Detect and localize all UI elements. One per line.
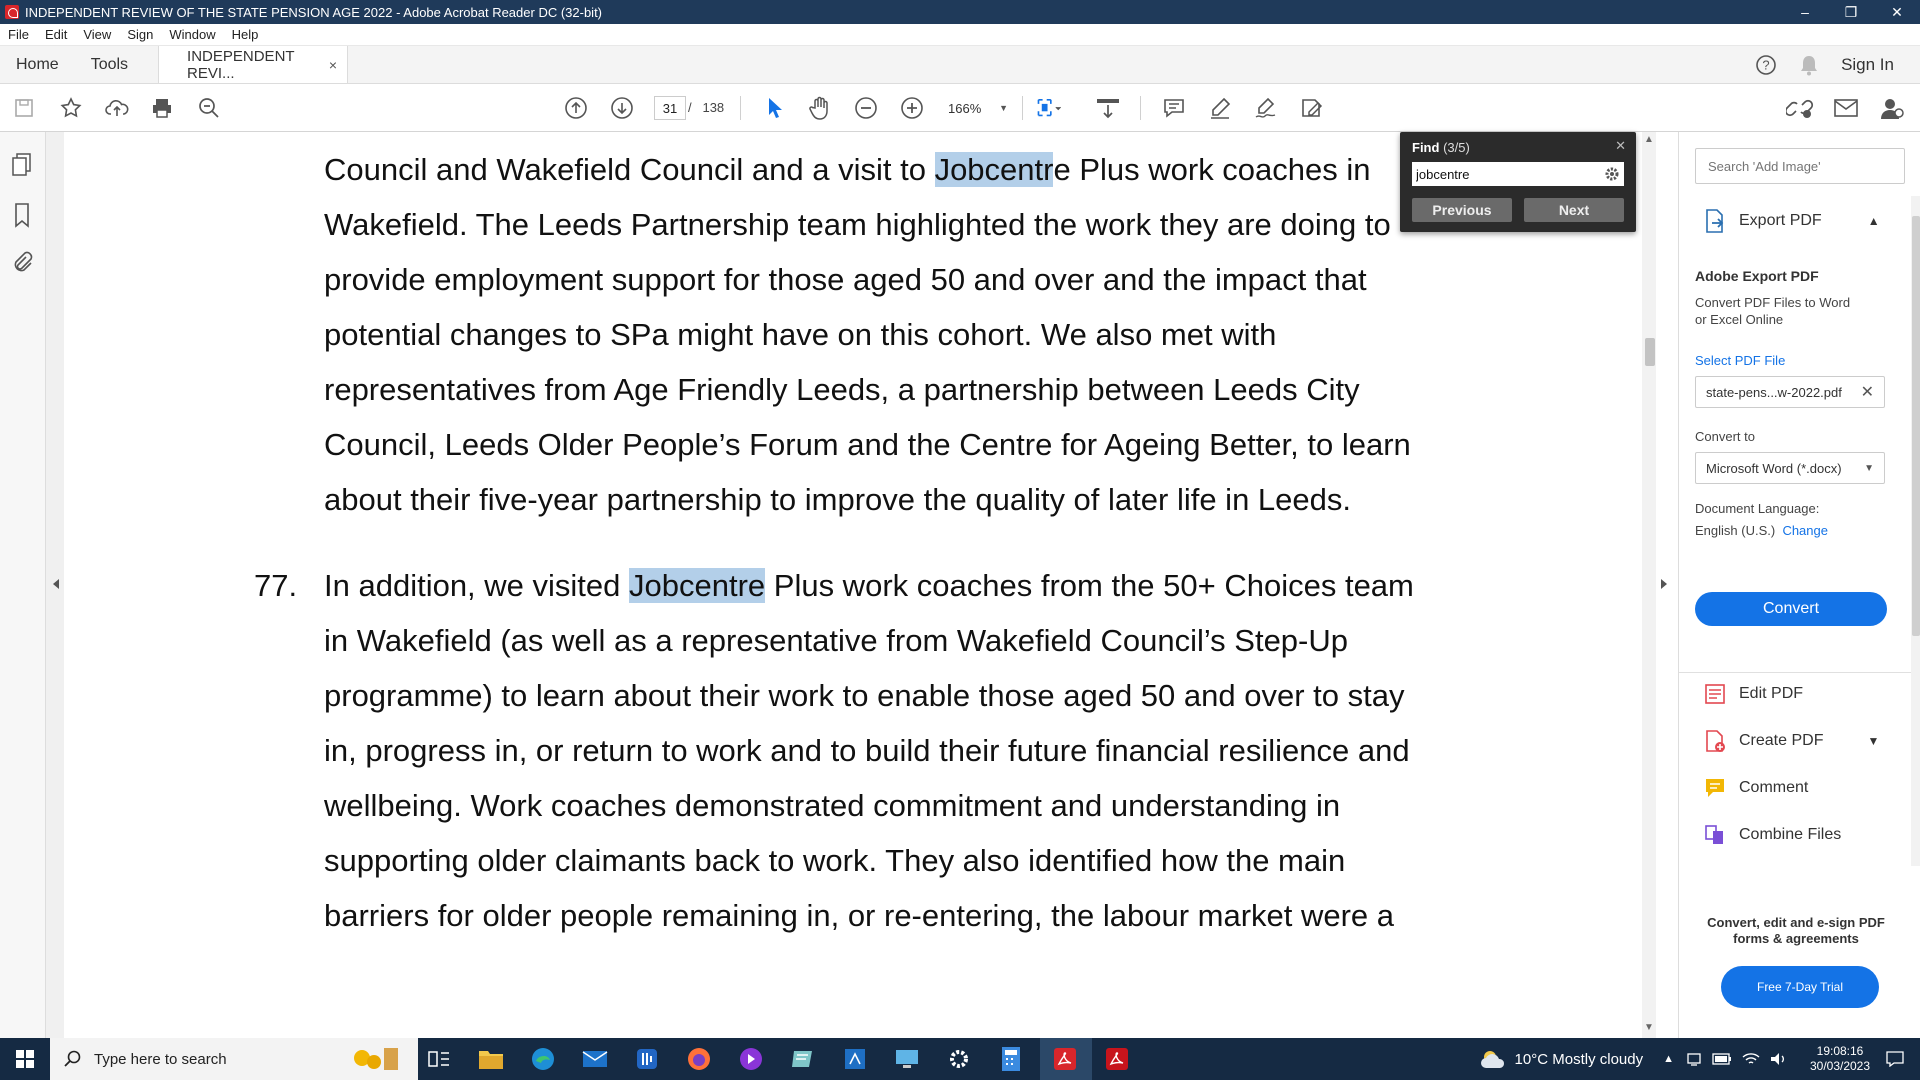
navigation-pane (0, 132, 46, 1038)
zoom-level-value: 166% (948, 100, 982, 116)
change-language-link[interactable]: Change (1782, 523, 1828, 538)
fit-page-icon[interactable] (1036, 94, 1064, 122)
find-result-count: (3/5) (1443, 140, 1470, 155)
acrobat-app-icon (5, 5, 19, 19)
export-pdf-icon (1703, 208, 1727, 234)
tab-bar (0, 46, 1920, 84)
document-language-row (1695, 522, 1828, 539)
volume-icon[interactable] (1770, 1052, 1788, 1066)
scroll-up-icon[interactable]: ▲ (1644, 134, 1654, 145)
windows-logo-icon (16, 1050, 34, 1068)
menu-bar (0, 24, 1920, 46)
search-highlight-current: Jobcentre (629, 568, 766, 603)
export-pdf-header[interactable] (1703, 208, 1880, 234)
remote-desktop-icon[interactable] (892, 1044, 922, 1074)
select-cursor-icon[interactable] (760, 94, 788, 122)
menu-edit[interactable]: Edit (44, 27, 68, 42)
attachments-paperclip-icon[interactable] (10, 250, 36, 276)
clock-time: 19:08:16 (1816, 1044, 1864, 1058)
tool-comment[interactable] (1703, 776, 1808, 800)
svg-text:?: ? (1762, 57, 1770, 72)
network-app-icon[interactable] (840, 1044, 870, 1074)
document-scrollbar[interactable] (1642, 132, 1656, 1038)
tool-label: Combine Files (1739, 826, 1842, 843)
weather-cloud-icon[interactable] (1479, 1048, 1507, 1070)
find-close-icon[interactable]: ✕ (1615, 138, 1626, 153)
convert-to-select[interactable] (1695, 452, 1885, 484)
zoom-search-icon[interactable] (195, 94, 223, 122)
taskbar-search-box[interactable] (50, 1038, 418, 1080)
battery-icon[interactable] (1712, 1053, 1732, 1065)
weather-text[interactable]: 10°C Mostly cloudy (1514, 1050, 1644, 1068)
doc-line: wellbeing. Work coaches demonstrated commitment and understanding in (324, 788, 1341, 823)
total-pages: 138 (702, 100, 725, 115)
tools-search-input[interactable] (1695, 148, 1905, 184)
doc-line: in Wakefield (as well as a representative from Wakefield Council’s Step-Up (324, 623, 1348, 658)
zoom-out-icon[interactable] (852, 94, 880, 122)
file-explorer-icon[interactable] (476, 1044, 506, 1074)
share-edit-icon[interactable] (1298, 94, 1326, 122)
tool-label: Edit PDF (1739, 685, 1804, 702)
export-description-line2: or Excel Online (1695, 312, 1784, 327)
menu-view[interactable]: View (83, 27, 112, 42)
free-trial-button[interactable]: Free 7-Day Trial (1721, 966, 1879, 1008)
save-icon[interactable] (10, 94, 38, 122)
mail-icon[interactable] (580, 1044, 610, 1074)
expand-right-pane-icon[interactable] (1660, 578, 1670, 590)
toolbar-divider (740, 96, 741, 120)
highlight-pen-icon[interactable] (1206, 94, 1234, 122)
select-pdf-file-link[interactable]: Select PDF File (1695, 353, 1786, 368)
hand-tool-icon[interactable] (806, 94, 834, 122)
system-tray (1479, 1038, 1920, 1080)
wifi-icon[interactable] (1742, 1052, 1760, 1066)
document-view[interactable] (64, 132, 1642, 1038)
convert-to-value: Microsoft Word (*.docx) (1706, 460, 1842, 476)
remove-file-icon[interactable]: ✕ (1860, 384, 1874, 401)
selected-file-name: state-pens...w-2022.pdf (1706, 384, 1842, 400)
cloud-upload-icon[interactable] (103, 94, 131, 122)
document-language-label: Document Language: (1695, 501, 1820, 516)
doc-line: Council and Wakefield Council and a visit to Jobcentre Plus work coaches in (324, 152, 1371, 187)
doc-line: In addition, we visited Jobcentre Plus work coaches from the 50+ Choices team (324, 568, 1414, 603)
comment-icon[interactable] (1160, 94, 1188, 122)
previous-page-icon[interactable] (562, 94, 590, 122)
find-title: Find (3/5) (1412, 140, 1470, 155)
taskbar-clock[interactable] (1800, 1044, 1880, 1074)
edge-browser-icon[interactable] (528, 1044, 558, 1074)
find-previous-button[interactable]: Previous (1412, 198, 1512, 222)
tab-document-label: INDEPENDENT REVI... (187, 47, 295, 82)
tools-pane-scrollbar[interactable] (1911, 196, 1920, 866)
email-icon[interactable] (1832, 94, 1860, 122)
chevron-down-icon: ▼ (999, 103, 1008, 113)
doc-line: about their five-year partnership to improve the quality of later life in Leeds. (324, 482, 1351, 517)
help-icon[interactable] (1755, 54, 1777, 76)
scroll-mode-icon[interactable] (1094, 94, 1122, 122)
combine-files-icon (1703, 823, 1727, 847)
scrollbar-thumb[interactable] (1912, 216, 1920, 636)
network-icon[interactable] (1686, 1051, 1702, 1067)
convert-button[interactable]: Convert (1695, 592, 1887, 626)
tool-label: Comment (1739, 779, 1809, 796)
chevron-down-icon[interactable]: ▼ (1867, 734, 1880, 748)
zoom-in-icon[interactable] (898, 94, 926, 122)
export-heading: Adobe Export PDF (1695, 268, 1819, 284)
task-view-icon[interactable] (424, 1044, 454, 1074)
scroll-down-icon[interactable]: ▼ (1644, 1022, 1654, 1033)
toolbar-divider (1140, 96, 1141, 120)
convert-to-label: Convert to (1695, 429, 1755, 444)
start-button[interactable] (0, 1038, 50, 1080)
close-window-button[interactable]: ✕ (1891, 3, 1903, 20)
sign-in-button[interactable]: Sign In (1841, 54, 1894, 74)
next-page-icon[interactable] (608, 94, 636, 122)
doc-line: provide employment support for those aged 50 and over and the impact that (324, 262, 1367, 297)
tab-home[interactable]: Home (16, 55, 59, 73)
toolbar (0, 84, 1920, 132)
account-icon[interactable] (1878, 94, 1906, 122)
doc-line: supporting older claimants back to work. They also identified how the main (324, 843, 1346, 878)
zoom-level-select[interactable] (942, 96, 1014, 120)
search-icon (64, 1050, 82, 1068)
menu-sign[interactable]: Sign (127, 27, 154, 42)
selected-file-field[interactable] (1695, 376, 1885, 408)
tools-pane (1678, 132, 1920, 1038)
sign-draw-icon[interactable] (1252, 94, 1280, 122)
chevron-down-icon: ▼ (1864, 462, 1874, 474)
notification-bell-icon[interactable] (1799, 54, 1819, 76)
acrobat-reader-taskbar-icon[interactable] (1050, 1044, 1080, 1074)
tool-create-pdf[interactable] (1703, 729, 1879, 753)
window-title-bar (0, 0, 1920, 24)
document-language-value: English (U.S.) (1695, 523, 1776, 538)
comment-icon (1703, 776, 1727, 800)
page-number-input[interactable]: 31 (654, 96, 686, 120)
tool-combine-files[interactable] (1703, 823, 1841, 847)
page-thumbnails-icon[interactable] (10, 152, 36, 178)
paragraph-number: 77. (254, 568, 298, 603)
menu-file[interactable]: File (8, 27, 29, 42)
search-highlight: Jobcentr (934, 152, 1054, 187)
clock-date: 30/03/2023 (1809, 1059, 1871, 1073)
doc-line: in, progress in, or return to work and to build their future financial resilience and (324, 733, 1410, 768)
acrobat-secondary-icon[interactable] (1102, 1044, 1132, 1074)
notes-app-icon[interactable] (788, 1044, 818, 1074)
page-separator: / (688, 100, 692, 115)
teams-app-icon[interactable] (632, 1044, 662, 1074)
windows-taskbar (0, 1038, 1920, 1080)
doc-line: programme) to learn about their work to enable those aged 50 and over to stay (324, 678, 1405, 713)
settings-gear-icon[interactable] (944, 1044, 974, 1074)
export-pdf-label: Export PDF (1739, 212, 1822, 229)
doc-line: Council, Leeds Older People’s Forum and the Centre for Ageing Better, to learn (324, 427, 1411, 462)
tool-label: Create PDF (1739, 732, 1824, 749)
menu-help[interactable]: Help (231, 27, 259, 42)
doc-line: barriers for older people remaining in, or re-entering, the labour market were a (324, 898, 1395, 933)
search-highlight-image-icon (348, 1044, 404, 1074)
doc-line: representatives from Age Friendly Leeds, a partnership between Leeds City (324, 372, 1360, 407)
doc-line: Wakefield. The Leeds Partnership team highlighted the work they are doing to (324, 207, 1391, 242)
page-count (688, 100, 748, 115)
bookmarks-icon[interactable] (10, 202, 36, 228)
find-options-gear-icon[interactable] (1604, 166, 1620, 182)
share-link-icon[interactable] (1786, 94, 1814, 122)
menu-window[interactable]: Window (169, 27, 216, 42)
print-icon[interactable] (148, 94, 176, 122)
find-dialog (1400, 132, 1636, 232)
find-input[interactable] (1412, 162, 1624, 186)
doc-line: potential changes to SPa might have on this cohort. We also met with (324, 317, 1277, 352)
firefox-icon[interactable] (684, 1044, 714, 1074)
podcast-app-icon[interactable] (736, 1044, 766, 1074)
calculator-icon[interactable] (996, 1044, 1026, 1074)
scrollbar-thumb[interactable] (1645, 338, 1655, 366)
tab-document[interactable] (158, 46, 348, 83)
restore-button[interactable]: ❐ (1844, 3, 1858, 20)
notification-center-icon[interactable] (1886, 1051, 1904, 1067)
promo-line2: forms & agreements (1733, 931, 1859, 946)
bookmark-star-icon[interactable] (57, 94, 85, 122)
tool-edit-pdf[interactable] (1703, 682, 1803, 706)
create-pdf-icon (1703, 729, 1727, 753)
taskbar-search-placeholder: Type here to search (94, 1050, 227, 1068)
minimize-button[interactable]: – (1801, 4, 1809, 20)
chevron-up-icon[interactable]: ▲ (1867, 214, 1880, 228)
toolbar-divider (1022, 96, 1023, 120)
edit-pdf-icon (1703, 682, 1727, 706)
promo-line1: Convert, edit and e-sign PDF (1707, 915, 1885, 930)
tab-close-icon[interactable]: × (328, 56, 338, 73)
export-description-line1: Convert PDF Files to Word (1695, 295, 1851, 310)
tab-tools[interactable]: Tools (90, 55, 129, 73)
window-title: INDEPENDENT REVIEW OF THE STATE PENSION AGE 2022 - Adobe Acrobat Reader DC (32-bit) (25, 4, 603, 20)
chevron-up-icon[interactable]: ▲ (1663, 1053, 1674, 1065)
collapse-left-pane-icon[interactable] (52, 578, 62, 590)
find-next-button[interactable]: Next (1524, 198, 1624, 222)
panel-divider (1679, 672, 1913, 673)
